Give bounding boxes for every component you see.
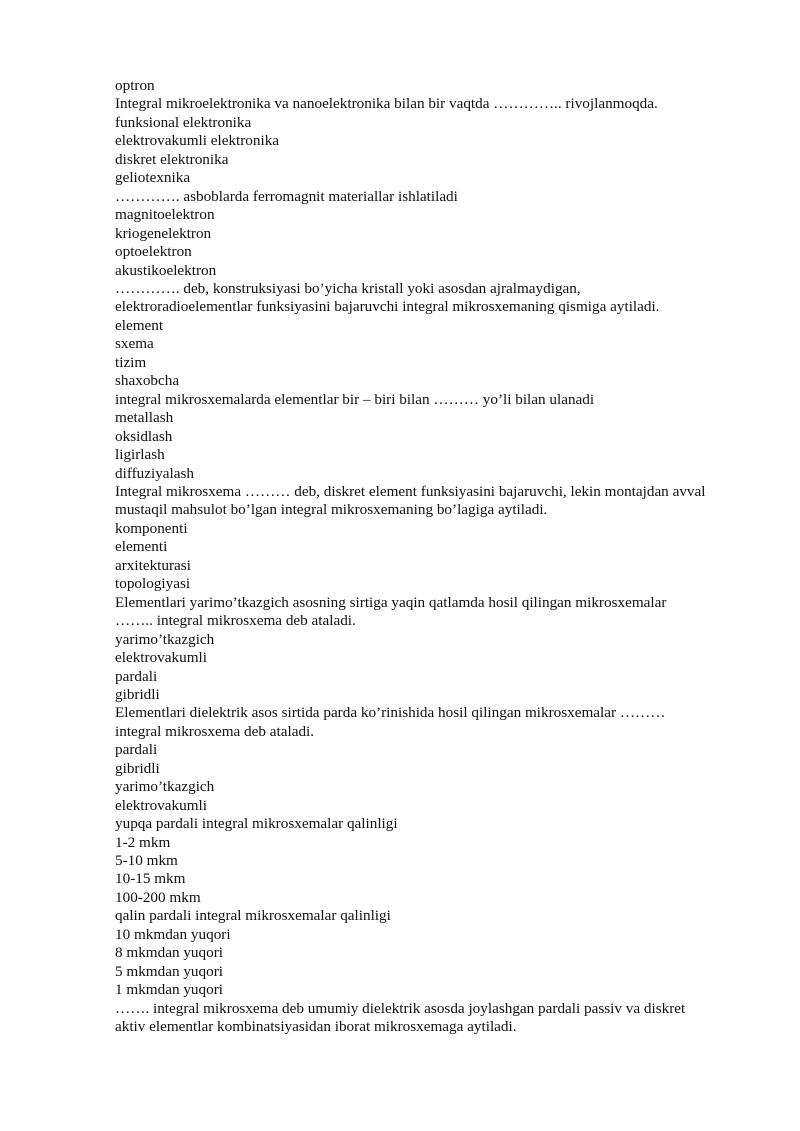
answer-option: yarimo’tkazgich [115, 630, 215, 648]
answer-option: element [115, 316, 164, 334]
answer-option: optoelektron [115, 243, 192, 261]
question-line: …….. integral mikrosxema deb ataladi. [115, 612, 356, 630]
answer-option: funksional elektronika [115, 113, 252, 131]
answer-option: gibridli [115, 759, 160, 777]
answer-option: 5 mkmdan yuqori [115, 962, 223, 980]
document-body [115, 77, 755, 1037]
answer-option: gibridli [115, 685, 160, 703]
question-line: ……. integral mikrosxema deb umumiy dielektrik asosda joylashgan pardali passiv va diskret [115, 999, 686, 1017]
answer-option: tizim [115, 353, 147, 371]
answer-option: elektrovakumli [115, 796, 207, 814]
answer-option: geliotexnika [115, 169, 191, 187]
answer-option: 8 mkmdan yuqori [115, 944, 223, 962]
question-line: integral mikrosxemalarda elementlar bir – biri bilan ……… yo’li bilan ulanadi [115, 390, 595, 408]
question-line: Integral mikrosxema ……… deb, diskret element funksiyasini bajaruvchi, lekin montajdan avval [115, 482, 706, 500]
answer-option: akustikoelektron [115, 261, 217, 279]
answer-option: elektrovakumli elektronika [115, 132, 280, 150]
answer-option: pardali [115, 741, 158, 759]
question-line: …………. deb, konstruksiyasi bo’yicha kristall yoki asosdan ajralmaydigan, [115, 279, 581, 297]
question-line: Elementlari yarimo’tkazgich asosning sirtiga yaqin qatlamda hosil qilingan mikrosxemalar [115, 593, 667, 611]
answer-option: 10 mkmdan yuqori [115, 925, 231, 943]
question-line: qalin pardali integral mikrosxemalar qalinligi [115, 907, 391, 925]
answer-option: shaxobcha [115, 372, 180, 390]
answer-option: metallash [115, 409, 174, 427]
answer-option: arxitekturasi [115, 556, 191, 574]
answer-option: yarimo’tkazgich [115, 778, 215, 796]
answer-option: elektrovakumli [115, 649, 207, 667]
answer-option: 100-200 mkm [115, 888, 201, 906]
answer-option: elementi [115, 538, 168, 556]
answer-option: komponenti [115, 519, 188, 537]
text-line: optron [115, 77, 155, 94]
answer-option: diskret elektronika [115, 150, 229, 168]
answer-option: kriogenelektron [115, 224, 212, 242]
answer-option: topologiyasi [115, 575, 191, 593]
question-line: elektroradioelementlar funksiyasini bajaruvchi integral mikrosxemaning qismiga aytiladi. [115, 298, 660, 316]
answer-option: 1 mkmdan yuqori [115, 981, 223, 999]
answer-option: magnitoelektron [115, 206, 215, 224]
answer-option: sxema [115, 335, 154, 353]
answer-option: ligirlash [115, 446, 165, 464]
answer-option: 1-2 mkm [115, 833, 171, 851]
question-line: …………. asboblarda ferromagnit materiallar ishlatiladi [115, 187, 458, 205]
answer-option: oksidlash [115, 427, 173, 445]
answer-option: pardali [115, 667, 158, 685]
question-line: mustaqil mahsulot bo’lgan integral mikrosxemaning bo’lagiga aytiladi. [115, 501, 548, 519]
question-line: Integral mikroelektronika va nanoelektronika bilan bir vaqtda ………….. rivojlanmoqda. [115, 95, 658, 113]
question-line: aktiv elementlar kombinatsiyasidan iborat mikrosxemaga aytiladi. [115, 1018, 517, 1036]
question-line: yupqa pardali integral mikrosxemalar qalinligi [115, 815, 398, 833]
question-line: Elementlari dielektrik asos sirtida parda ko’rinishida hosil qilingan mikrosxemalar ……… [115, 704, 666, 722]
answer-option: 5-10 mkm [115, 852, 178, 870]
answer-option: 10-15 mkm [115, 870, 186, 888]
question-line: integral mikrosxema deb ataladi. [115, 722, 315, 740]
answer-option: diffuziyalash [115, 464, 195, 482]
